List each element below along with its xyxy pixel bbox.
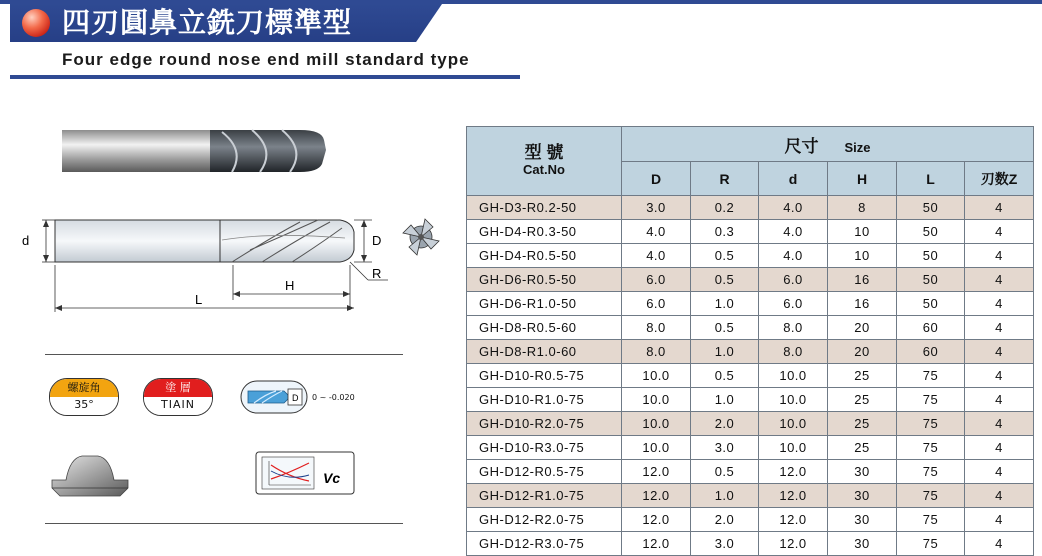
table-row [467, 220, 1034, 244]
cell-d: 10.0 [759, 388, 828, 412]
coating-badge [143, 378, 213, 416]
cell-d: 4.0 [759, 196, 828, 220]
cat-no-cell: GH-D10-R1.0-75 [467, 388, 622, 412]
cell-d: 12.0 [759, 532, 828, 556]
cat-no-header-en: Cat.No [523, 162, 565, 177]
cell-H: 20 [828, 316, 897, 340]
vc-label: Vc [323, 470, 341, 486]
tolerance-icon [240, 380, 308, 414]
cell-d: 12.0 [759, 460, 828, 484]
cell-R: 0.5 [691, 460, 759, 484]
size-header-cn: 尺寸 [784, 136, 819, 156]
table-row [467, 316, 1034, 340]
column-header-2: d [759, 162, 828, 196]
cell-D: 4.0 [622, 244, 691, 268]
cell-D: 6.0 [622, 268, 691, 292]
cell-R: 0.5 [691, 244, 759, 268]
cell-d: 10.0 [759, 436, 828, 460]
table-row [467, 340, 1034, 364]
cell-Z: 4 [965, 196, 1034, 220]
cell-Z: 4 [965, 460, 1034, 484]
cell-H: 30 [828, 508, 897, 532]
size-header [622, 127, 1034, 162]
cell-D: 10.0 [622, 388, 691, 412]
column-header-4: L [897, 162, 965, 196]
helix-angle-value: 35° [50, 397, 118, 415]
cell-L: 50 [897, 268, 965, 292]
cat-no-cell: GH-D12-R2.0-75 [467, 508, 622, 532]
cell-R: 1.0 [691, 292, 759, 316]
table-row [467, 388, 1034, 412]
cat-no-cell: GH-D6-R1.0-50 [467, 292, 622, 316]
cell-Z: 4 [965, 244, 1034, 268]
cat-no-cell: GH-D10-R0.5-75 [467, 364, 622, 388]
cell-Z: 4 [965, 484, 1034, 508]
column-header-3: H [828, 162, 897, 196]
tolerance-value: 0 ~ -0.020 [312, 393, 355, 402]
label-D: D [372, 233, 382, 248]
cat-no-cell: GH-D12-R1.0-75 [467, 484, 622, 508]
column-header-5: 刃数Z [965, 162, 1034, 196]
cell-Z: 4 [965, 412, 1034, 436]
cell-D: 10.0 [622, 364, 691, 388]
page-title-english: Four edge round nose end mill standard type [62, 50, 470, 69]
cell-Z: 4 [965, 364, 1034, 388]
cell-D: 8.0 [622, 316, 691, 340]
table-row [467, 196, 1034, 220]
cell-d: 8.0 [759, 340, 828, 364]
cell-d: 10.0 [759, 364, 828, 388]
cell-L: 75 [897, 388, 965, 412]
cell-R: 1.0 [691, 340, 759, 364]
cell-D: 6.0 [622, 292, 691, 316]
cell-L: 50 [897, 220, 965, 244]
bullet-ball-icon [22, 9, 50, 37]
cell-Z: 4 [965, 220, 1034, 244]
cell-D: 12.0 [622, 460, 691, 484]
table-row [467, 244, 1034, 268]
cell-H: 10 [828, 244, 897, 268]
cell-L: 50 [897, 244, 965, 268]
cell-H: 16 [828, 292, 897, 316]
cell-H: 25 [828, 436, 897, 460]
table-row [467, 460, 1034, 484]
cell-H: 25 [828, 388, 897, 412]
cell-D: 4.0 [622, 220, 691, 244]
table-row [467, 484, 1034, 508]
cell-d: 4.0 [759, 244, 828, 268]
cat-no-cell: GH-D12-R0.5-75 [467, 460, 622, 484]
cell-Z: 4 [965, 436, 1034, 460]
cell-d: 6.0 [759, 268, 828, 292]
cat-no-cell: GH-D10-R2.0-75 [467, 412, 622, 436]
cell-H: 30 [828, 484, 897, 508]
cell-d: 8.0 [759, 316, 828, 340]
cell-L: 50 [897, 292, 965, 316]
cat-no-cell: GH-D4-R0.5-50 [467, 244, 622, 268]
cell-d: 6.0 [759, 292, 828, 316]
cell-R: 0.3 [691, 220, 759, 244]
table-row [467, 412, 1034, 436]
end-mill-diagram [0, 120, 460, 340]
column-header-1: R [691, 162, 759, 196]
label-L: L [195, 292, 203, 307]
cell-Z: 4 [965, 316, 1034, 340]
table-row [467, 292, 1034, 316]
spec-table [466, 126, 1034, 556]
divider-bottom [45, 523, 403, 524]
cell-D: 3.0 [622, 196, 691, 220]
tool-line-drawing [22, 220, 388, 312]
tolerance-label: D [292, 393, 299, 403]
page-title-chinese: 四刃圓鼻立銑刀標準型 [62, 6, 353, 39]
cell-L: 60 [897, 340, 965, 364]
cell-H: 16 [828, 268, 897, 292]
cat-no-cell: GH-D12-R3.0-75 [467, 532, 622, 556]
cell-L: 60 [897, 316, 965, 340]
helix-angle-label: 螺旋角 [50, 379, 118, 397]
label-H: H [285, 278, 295, 293]
round-nose-profile-icon [50, 448, 130, 498]
cell-Z: 4 [965, 340, 1034, 364]
tool-photo [62, 130, 326, 172]
cell-D: 12.0 [622, 532, 691, 556]
table-row [467, 436, 1034, 460]
cell-L: 75 [897, 364, 965, 388]
cell-D: 10.0 [622, 436, 691, 460]
column-header-0: D [622, 162, 691, 196]
cell-R: 1.0 [691, 388, 759, 412]
cell-Z: 4 [965, 388, 1034, 412]
cell-Z: 4 [965, 532, 1034, 556]
cell-D: 12.0 [622, 484, 691, 508]
cell-Z: 4 [965, 508, 1034, 532]
label-d: d [22, 233, 30, 248]
cell-R: 2.0 [691, 508, 759, 532]
cell-D: 12.0 [622, 508, 691, 532]
cat-no-header-cn: 型 號 [524, 143, 564, 162]
cat-no-cell: GH-D3-R0.2-50 [467, 196, 622, 220]
cell-R: 0.5 [691, 364, 759, 388]
cell-D: 8.0 [622, 340, 691, 364]
cell-H: 25 [828, 364, 897, 388]
cat-no-cell: GH-D10-R3.0-75 [467, 436, 622, 460]
cell-R: 0.5 [691, 268, 759, 292]
title-underline [10, 75, 520, 79]
cell-H: 25 [828, 412, 897, 436]
cell-L: 75 [897, 412, 965, 436]
helix-angle-badge [49, 378, 119, 416]
cell-L: 75 [897, 508, 965, 532]
cell-L: 75 [897, 460, 965, 484]
cat-no-header [467, 127, 622, 196]
cell-Z: 4 [965, 292, 1034, 316]
coating-value: TIAIN [144, 397, 212, 415]
cell-H: 8 [828, 196, 897, 220]
cell-R: 0.5 [691, 316, 759, 340]
cell-d: 10.0 [759, 412, 828, 436]
cell-d: 12.0 [759, 484, 828, 508]
cell-D: 10.0 [622, 412, 691, 436]
cell-d: 4.0 [759, 220, 828, 244]
table-row [467, 364, 1034, 388]
end-view-icon [403, 219, 439, 255]
cat-no-cell: GH-D6-R0.5-50 [467, 268, 622, 292]
coating-label: 塗 層 [144, 379, 212, 397]
cat-no-cell: GH-D8-R0.5-60 [467, 316, 622, 340]
cell-H: 30 [828, 532, 897, 556]
cat-no-cell: GH-D8-R1.0-60 [467, 340, 622, 364]
cell-d: 12.0 [759, 508, 828, 532]
label-R: R [372, 266, 382, 281]
table-row [467, 508, 1034, 532]
cell-R: 2.0 [691, 412, 759, 436]
cell-H: 30 [828, 460, 897, 484]
cell-R: 0.2 [691, 196, 759, 220]
cell-L: 75 [897, 484, 965, 508]
divider-top [45, 354, 403, 355]
cell-H: 20 [828, 340, 897, 364]
cat-no-cell: GH-D4-R0.3-50 [467, 220, 622, 244]
cell-R: 1.0 [691, 484, 759, 508]
cell-R: 3.0 [691, 436, 759, 460]
size-header-en: Size [844, 139, 871, 155]
cell-L: 50 [897, 196, 965, 220]
table-row [467, 268, 1034, 292]
cell-Z: 4 [965, 268, 1034, 292]
cell-R: 3.0 [691, 532, 759, 556]
cell-L: 75 [897, 436, 965, 460]
cell-H: 10 [828, 220, 897, 244]
cell-L: 75 [897, 532, 965, 556]
table-row [467, 532, 1034, 556]
cutting-speed-chart-icon [255, 451, 355, 495]
